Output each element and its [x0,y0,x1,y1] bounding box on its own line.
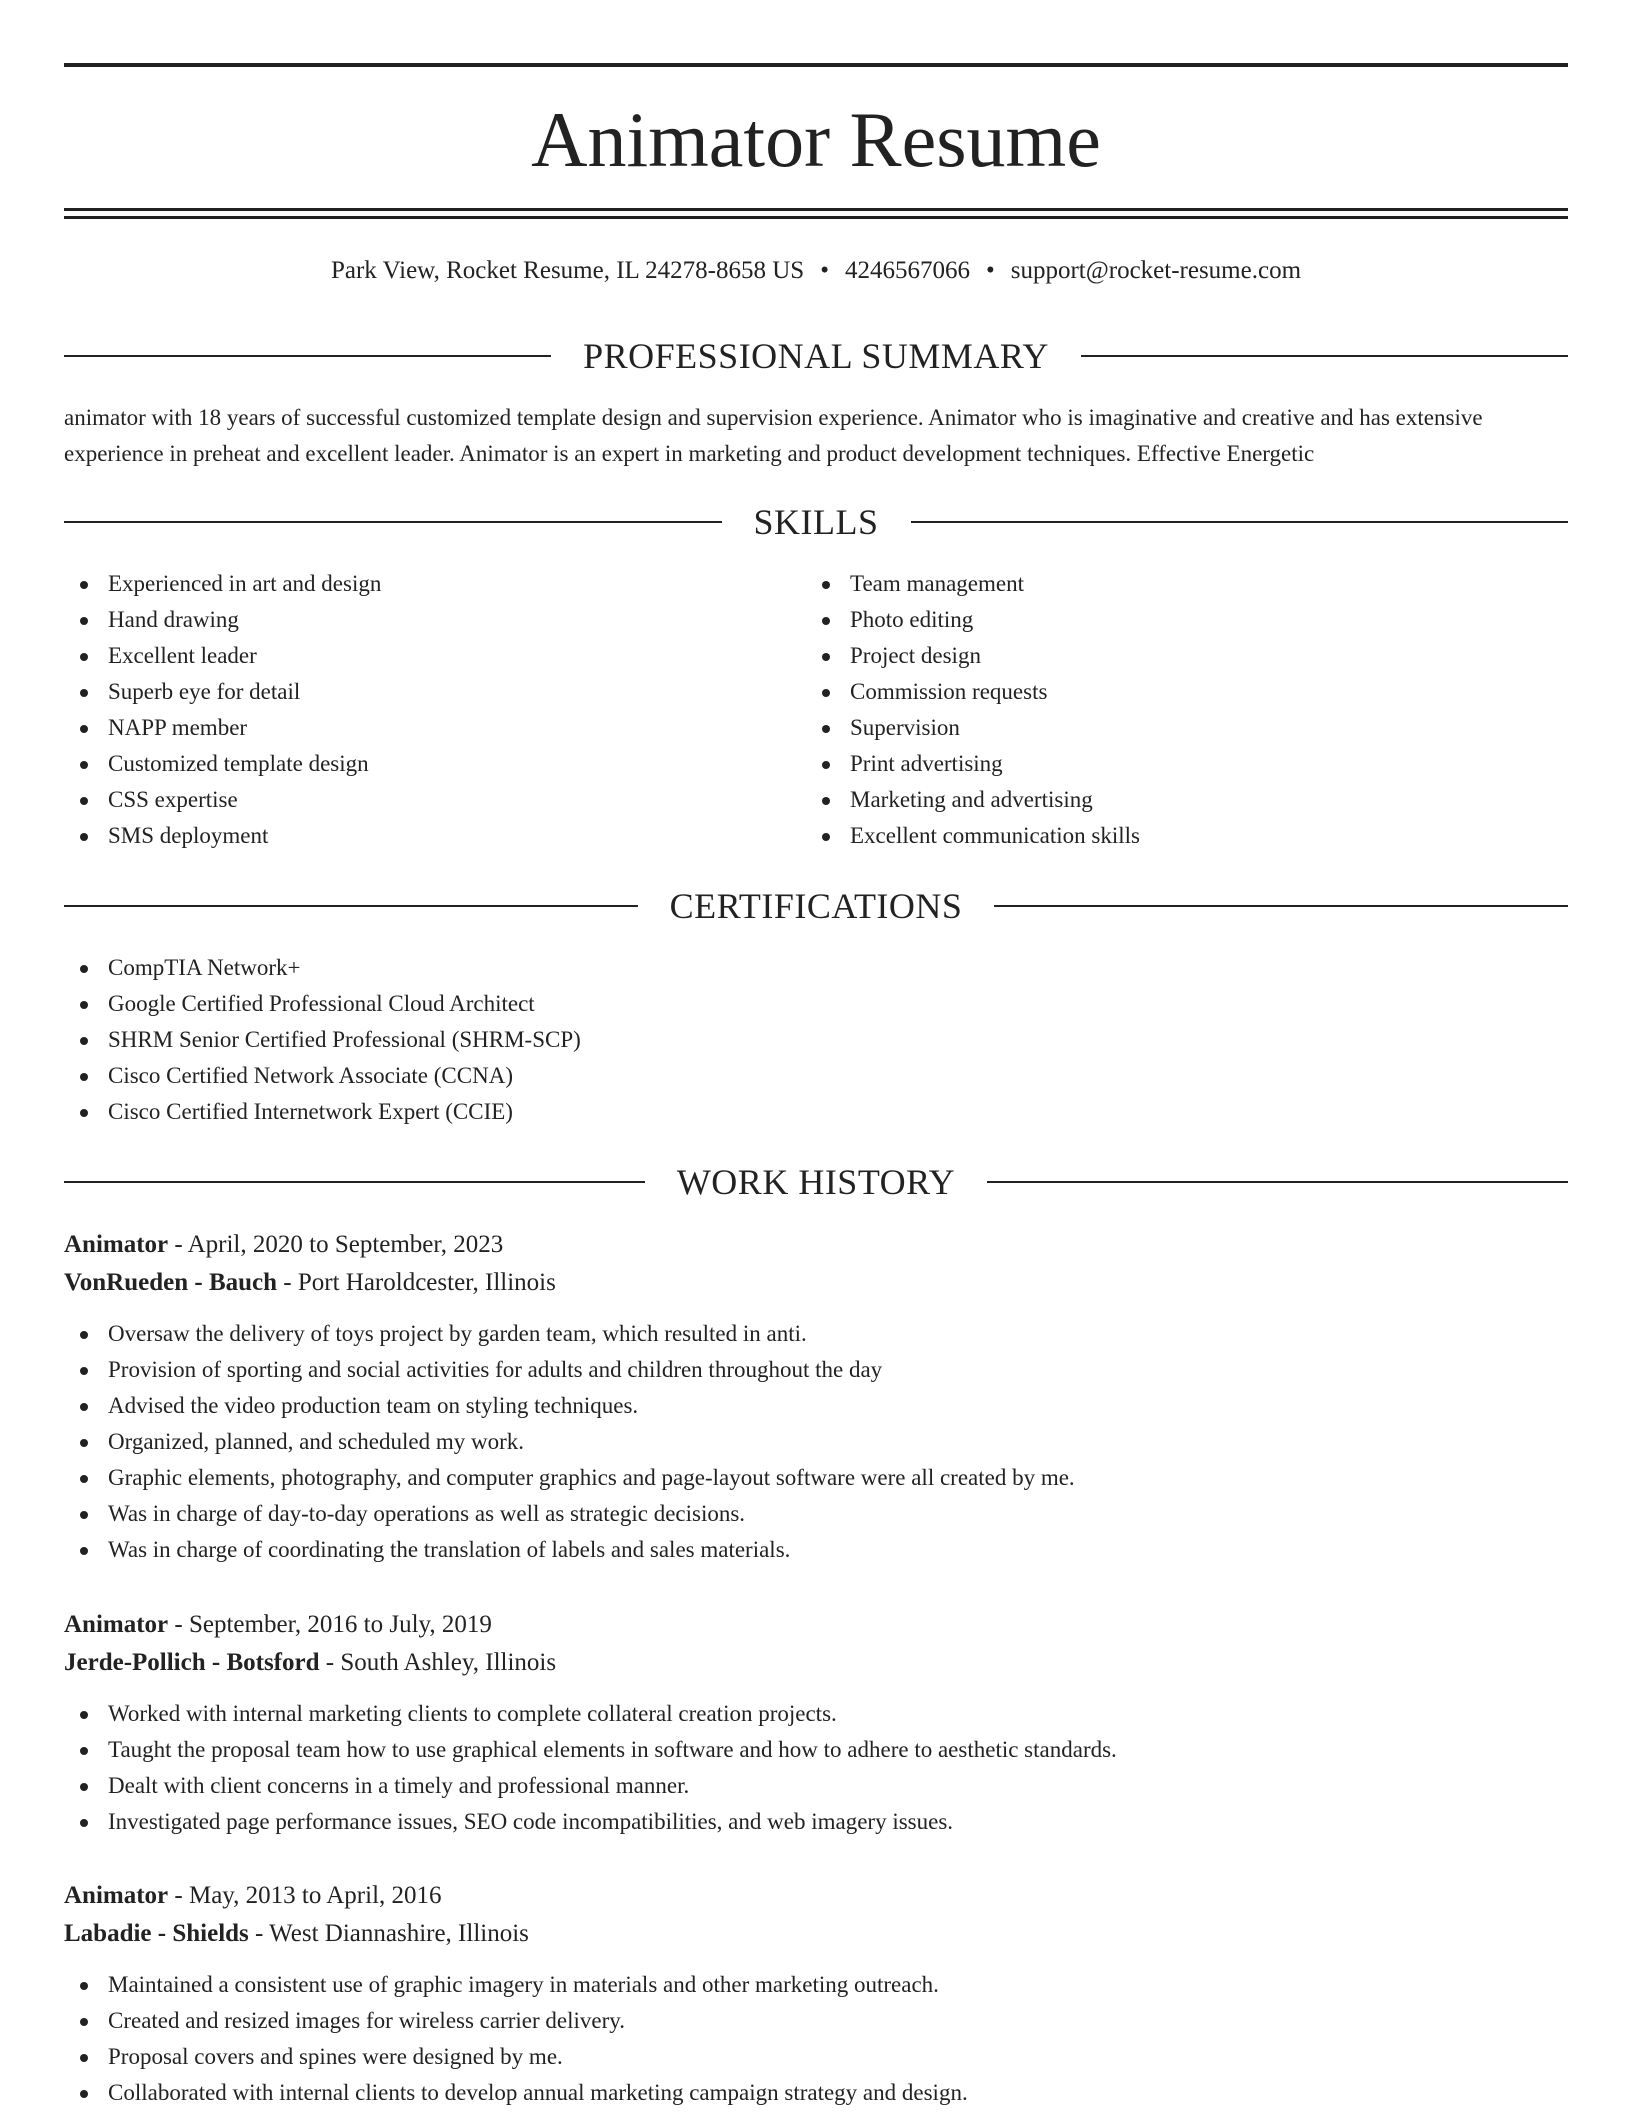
section-heading-summary [64,334,1568,378]
list-item: Created and resized images for wireless carrier delivery. [64,2003,1568,2039]
divider-line [64,1181,645,1183]
list-item: Provision of sporting and social activities for adults and children throughout the day [64,1352,1568,1388]
job-entry [64,1877,1568,2111]
job-location: - Port Haroldcester, Illinois [277,1269,556,1296]
list-item: Print advertising [806,746,1566,782]
list-item: SHRM Senior Certified Professional (SHRM-SCP) [64,1022,1568,1058]
divider-line [64,905,638,907]
list-item: Cisco Certified Network Associate (CCNA) [64,1058,1568,1094]
top-rule [64,63,1568,67]
section-heading-work-history [64,1160,1568,1204]
list-item: Google Certified Professional Cloud Architect [64,986,1568,1022]
contact-address: Park View, Rocket Resume, IL 24278-8658 US [330,257,805,284]
list-item: Superb eye for detail [64,674,804,710]
section-title: CERTIFICATIONS [669,886,963,926]
divider-line [64,521,722,523]
job-entry [64,1606,1568,1840]
job-location: - South Ashley, Illinois [319,1649,557,1676]
list-item: Collaborated with internal clients to develop annual marketing campaign strategy and design. [64,2075,1568,2111]
list-item: Maintained a consistent use of graphic imagery in materials and other marketing outreach. [64,1967,1568,2003]
job-title: Animator [64,1882,169,1909]
job-dates: - May, 2013 to April, 2016 [168,1882,442,1909]
list-item: SMS deployment [64,818,804,854]
job-company: Labadie - Shields [64,1920,249,1947]
contact-email: support@rocket-resume.com [1010,257,1302,284]
list-item: Experienced in art and design [64,566,804,602]
contact-line [64,254,1568,288]
list-item: Team management [806,566,1566,602]
job-dates: - September, 2016 to July, 2019 [168,1611,492,1638]
job-title-line [64,1226,1568,1264]
summary-text: animator with 18 years of successful customized template design and supervision experience. Animator who is imaginative and creative and has extensive experience in preheat and excellent leader. Animator is an expert in marketing and product development techniques. Effective Energetic [64,405,1483,466]
section-title: WORK HISTORY [676,1162,956,1202]
list-item: Was in charge of coordinating the translation of labels and sales materials. [64,1532,1568,1568]
job-title-line [64,1877,1568,1915]
certifications-list [64,950,1568,1130]
list-item: Dealt with client concerns in a timely and professional manner. [64,1768,1568,1804]
contact-separator: • [985,257,995,284]
list-item: Graphic elements, photography, and computer graphics and page-layout software were all created by me. [64,1460,1568,1496]
skills-list-right [806,566,1566,854]
divider-line [994,905,1568,907]
job-title: Animator [64,1231,169,1258]
list-item: Organized, planned, and scheduled my work. [64,1424,1568,1460]
job-dates: - April, 2020 to September, 2023 [168,1231,504,1258]
section-title: SKILLS [753,502,879,542]
list-item: Oversaw the delivery of toys project by garden team, which resulted in anti. [64,1316,1568,1352]
list-item: Was in charge of day-to-day operations as well as strategic decisions. [64,1496,1568,1532]
list-item: Photo editing [806,602,1566,638]
section-heading-certifications [64,884,1568,928]
list-item: Project design [806,638,1566,674]
list-item: Taught the proposal team how to use graphical elements in software and how to adhere to aesthetic standards. [64,1732,1568,1768]
list-item: CSS expertise [64,782,804,818]
list-item: Hand drawing [64,602,804,638]
list-item: Advised the video production team on styling techniques. [64,1388,1568,1424]
job-duties-list [64,1316,1568,1568]
list-item: Customized template design [64,746,804,782]
section-heading-skills [64,500,1568,544]
page-title: Animator Resume [531,96,1101,183]
contact-phone: 4246567066 [844,257,970,284]
skills-list-left [64,566,804,854]
job-company-line [64,1264,1568,1302]
list-item: Investigated page performance issues, SEO code incompatibilities, and web imagery issues. [64,1804,1568,1840]
title-rule-lower [64,216,1568,219]
divider-line [64,355,551,357]
list-item: Cisco Certified Internetwork Expert (CCIE) [64,1094,1568,1130]
divider-line [1081,355,1568,357]
list-item: Excellent communication skills [806,818,1566,854]
list-item: CompTIA Network+ [64,950,1568,986]
job-company-line [64,1644,1568,1682]
job-entry [64,1226,1568,1568]
list-item: Worked with internal marketing clients to complete collateral creation projects. [64,1696,1568,1732]
job-title: Animator [64,1611,169,1638]
divider-line [911,521,1569,523]
list-item: Commission requests [806,674,1566,710]
list-item: Excellent leader [64,638,804,674]
job-duties-list [64,1696,1568,1840]
job-company: Jerde-Pollich - Botsford [64,1649,320,1676]
contact-separator: • [820,257,829,284]
job-location: - West Diannashire, Illinois [248,1920,529,1947]
list-item: Marketing and advertising [806,782,1566,818]
section-title: PROFESSIONAL SUMMARY [583,336,1049,376]
job-company-line [64,1915,1568,1953]
title-rule-upper [64,208,1568,211]
list-item: NAPP member [64,710,804,746]
list-item: Proposal covers and spines were designed by me. [64,2039,1568,2075]
divider-line [987,1181,1568,1183]
list-item: Supervision [806,710,1566,746]
job-duties-list [64,1967,1568,2111]
job-company: VonRueden - Bauch [64,1269,278,1296]
job-title-line [64,1606,1568,1644]
